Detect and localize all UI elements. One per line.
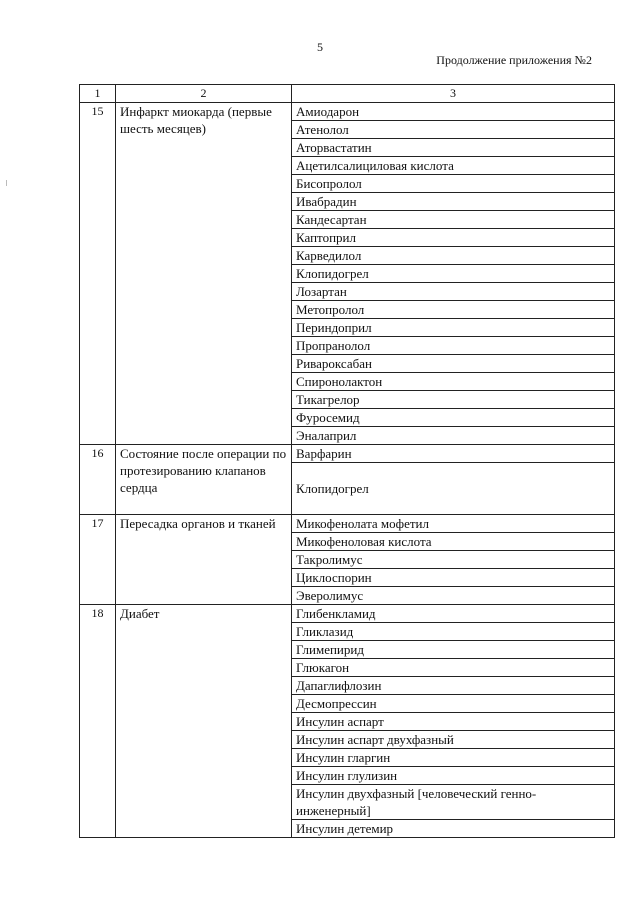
drug-cell: Клопидогрел xyxy=(292,265,615,283)
drug-cell: Глибенкламид xyxy=(292,605,615,623)
drug-cell: Микофенолата мофетил xyxy=(292,515,615,533)
drug-cell: Амиодарон xyxy=(292,103,615,121)
drug-cell: Периндоприл xyxy=(292,319,615,337)
drug-cell: Инсулин гларгин xyxy=(292,749,615,767)
row-number: 17 xyxy=(80,515,116,605)
drug-cell: Аторвастатин xyxy=(292,139,615,157)
row-number: 16 xyxy=(80,445,116,515)
drug-cell: Инсулин детемир xyxy=(292,820,615,838)
margin-mark xyxy=(6,180,7,186)
drug-cell: Инсулин глулизин xyxy=(292,767,615,785)
drug-cell: Глимепирид xyxy=(292,641,615,659)
row-number: 15 xyxy=(80,103,116,445)
condition-cell: Пересадка органов и тканей xyxy=(116,515,292,605)
drug-cell: Спиронолактон xyxy=(292,373,615,391)
drug-cell: Гликлазид xyxy=(292,623,615,641)
drug-cell: Инсулин аспарт xyxy=(292,713,615,731)
header-col-2: 2 xyxy=(116,85,292,103)
drug-cell: Ацетилсалициловая кислота xyxy=(292,157,615,175)
drug-cell: Десмопрессин xyxy=(292,695,615,713)
row-number: 18 xyxy=(80,605,116,838)
drug-cell: Ивабрадин xyxy=(292,193,615,211)
condition-cell: Инфаркт миокарда (первые шесть месяцев) xyxy=(116,103,292,445)
header-col-3: 3 xyxy=(292,85,615,103)
drug-cell: Циклоспорин xyxy=(292,569,615,587)
drug-cell: Клопидогрел xyxy=(292,463,615,515)
drug-cell: Тикагрелор xyxy=(292,391,615,409)
drug-cell: Пропранолол xyxy=(292,337,615,355)
drug-cell: Каптоприл xyxy=(292,229,615,247)
page-number: 5 xyxy=(317,40,323,54)
condition-cell: Диабет xyxy=(116,605,292,838)
drug-cell: Инсулин двухфазный [человеческий генно-инженерный] xyxy=(292,785,615,820)
drug-cell: Ривароксабан xyxy=(292,355,615,373)
drug-cell: Фуросемид xyxy=(292,409,615,427)
table-header-row xyxy=(80,85,615,103)
table-row xyxy=(80,515,615,533)
drug-cell: Варфарин xyxy=(292,445,615,463)
drug-cell: Такролимус xyxy=(292,551,615,569)
drug-cell: Дапаглифлозин xyxy=(292,677,615,695)
header-col-1: 1 xyxy=(80,85,116,103)
drug-cell: Эверолимус xyxy=(292,587,615,605)
drug-cell: Кандесартан xyxy=(292,211,615,229)
table-row xyxy=(80,605,615,623)
table-row xyxy=(80,445,615,463)
drug-table xyxy=(79,84,615,838)
drug-cell: Лозартан xyxy=(292,283,615,301)
drug-cell: Бисопролол xyxy=(292,175,615,193)
condition-cell: Состояние после операции по протезированию клапанов сердца xyxy=(116,445,292,515)
drug-cell: Метопролол xyxy=(292,301,615,319)
drug-cell: Эналаприл xyxy=(292,427,615,445)
continuation-label: Продолжение приложения №2 xyxy=(436,53,592,67)
drug-cell: Атенолол xyxy=(292,121,615,139)
drug-cell: Карведилол xyxy=(292,247,615,265)
drug-cell: Микофеноловая кислота xyxy=(292,533,615,551)
drug-cell: Глюкагон xyxy=(292,659,615,677)
drug-cell: Инсулин аспарт двухфазный xyxy=(292,731,615,749)
table-row xyxy=(80,103,615,121)
